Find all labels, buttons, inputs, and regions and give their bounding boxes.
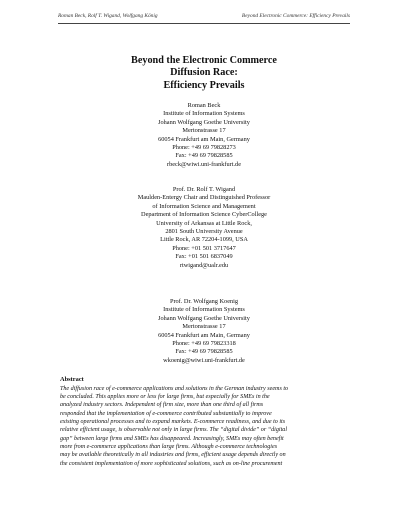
author-fax: Fax: +01 501 6837049 [175, 253, 233, 261]
abstract-line: gap” between large firms and SMEs has disappeared. Increasingly, SMEs may often benefit [60, 435, 284, 442]
author-address: 60054 Frankfurt am Main, Germany [158, 135, 250, 143]
abstract-line: analyzed industry sectors. Independent of firm size, more than one third of all firms [60, 402, 264, 409]
author-email: rbeck@wiwi.uni-frankfurt.de [167, 160, 241, 168]
author-address: 60054 Frankfurt am Main, Germany [158, 331, 250, 339]
author-title: of Information Science and Management [152, 202, 256, 210]
running-head-authors: Roman Beck, Rolf T. Wigand, Wolfgang König [58, 13, 158, 19]
paper-title [58, 55, 350, 92]
author-affiliation: Department of Information Science CyberCollege [141, 211, 267, 219]
author-affiliation: University of Arkansas at Little Rock, [156, 219, 252, 227]
running-head [58, 13, 350, 23]
abstract-line: may be available theoretically in all industries and firms, efficient usage depends directly on [60, 452, 286, 459]
author-address: Mertonstrasse 17 [182, 127, 226, 135]
title-line: Diffusion Race: [170, 67, 238, 79]
author-email: rtwigand@ualr.edu [179, 261, 229, 269]
abstract-line: responded that the implementation of e-commerce contributed substantially to improve [60, 410, 272, 417]
abstract-body [60, 385, 351, 468]
author-address: 2801 South University Avenue [165, 228, 243, 236]
author-affiliation: Johann Wolfgang Goethe University [158, 314, 250, 322]
author-block-koenig [58, 298, 350, 365]
abstract-line: relative efficient usage, is observable not only in large firms. The “digital divide” or “digital [60, 427, 288, 434]
author-affiliation: Johann Wolfgang Goethe University [158, 118, 250, 126]
author-email: wkoenig@wiwi.uni-frankfurt.de [163, 356, 245, 364]
author-name: Prof. Dr. Wolfgang Koenig [169, 298, 239, 305]
author-affiliation: Institute of Information Systems [163, 306, 245, 314]
header-rule [58, 23, 350, 24]
author-phone: Phone: +01 501 3717647 [172, 244, 236, 252]
abstract-heading: Abstract [60, 376, 84, 383]
author-address: Little Rock, AR 72204-1099, USA [160, 236, 248, 244]
running-head-title: Beyond Electronic Commerce: Efficiency Prevails [241, 13, 350, 19]
title-line: Beyond the Electronic Commerce [131, 55, 277, 66]
author-fax: Fax: +49 69 79828585 [175, 152, 233, 160]
author-phone: Phone: +49 69 79828273 [172, 144, 236, 152]
author-name: Roman Beck [187, 102, 221, 109]
abstract-line: existing operational processes and to expand markets. E-commerce readiness, and due to its [60, 418, 286, 425]
abstract-section [60, 376, 351, 468]
author-address: Mertonstrasse 17 [182, 323, 226, 331]
author-affiliation: Institute of Information Systems [163, 110, 245, 118]
author-phone: Phone: +49 69 79823318 [172, 340, 236, 348]
author-title: Maulden-Entergy Chair and Distinguished Professor [137, 194, 271, 202]
author-block-wigand [58, 186, 350, 270]
abstract-line: the consistent implementation of more sophisticated solutions, such as on-line procurement [60, 460, 283, 467]
author-block-beck [58, 102, 350, 169]
author-name: Prof. Dr. Rolf T. Wigand [172, 186, 236, 193]
title-line: Efficiency Prevails [163, 79, 245, 91]
abstract-line: more from e-commerce applications than large firms. Although e-commerce technologies [60, 443, 278, 450]
abstract-line: be concluded. This applies more or less for large firms, but especially for SMEs in the [60, 393, 270, 400]
author-fax: Fax: +49 69 79828585 [175, 348, 233, 356]
abstract-line: The diffusion race of e-commerce applications and solutions in the German industry seems to [60, 385, 289, 392]
